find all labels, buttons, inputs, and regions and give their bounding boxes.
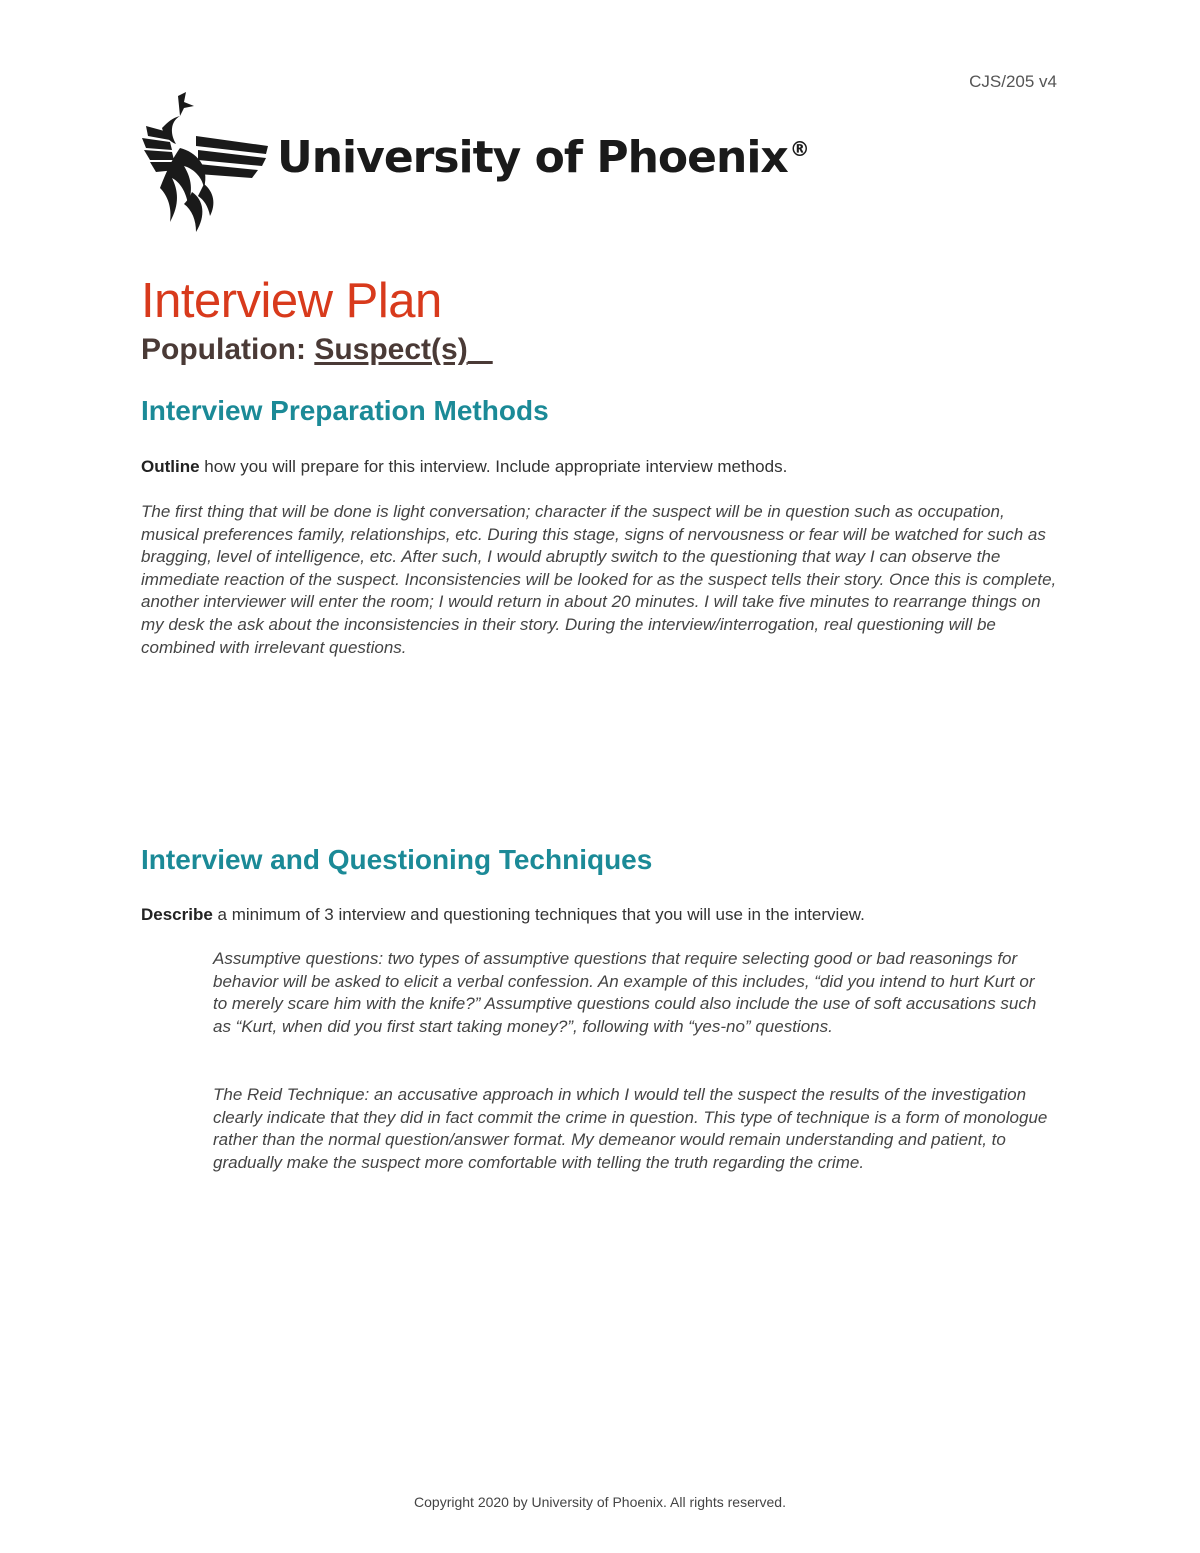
section-heading-techniques: Interview and Questioning Techniques (141, 844, 653, 875)
preparation-response: The first thing that will be done is light conversation; character if the suspect will be in question such as occupation, musical preferences family, relationships, etc. During this stage, signs of nervousness or fear will be watched for such as bragging, level of intelligence, etc. After such, I would abruptly switch to the questioning that way I can observe the immediate reaction of the suspect. Inconsistencies will be looked for as the suspect tells their story. Once this is complete, another interviewer will enter the room; I would return in about 20 minutes. I will take five minutes to rearrange things on my desk the ask about the inconsistencies in their story. During the interview/interrogation, real questioning will be combined with irrelevant questions. (141, 502, 1057, 657)
techniques-instruction (141, 905, 865, 925)
copyright-footer: Copyright 2020 by University of Phoenix. All rights reserved. (414, 1494, 786, 1510)
instruction-keyword: Outline (141, 457, 200, 476)
population-value: Suspect(s) (314, 333, 468, 366)
population-label: Population: (141, 333, 306, 366)
instruction-text: a minimum of 3 interview and questioning techniques that you will use in the interview. (212, 905, 865, 924)
population-line (141, 333, 493, 367)
preparation-instruction (141, 457, 787, 477)
logo-name: University of Phoenix (277, 132, 788, 183)
document-title: Interview Plan (141, 274, 442, 328)
section-heading-preparation: Interview Preparation Methods (141, 395, 549, 426)
technique-reid: The Reid Technique: an accusative approach in which I would tell the suspect the results of the investigation clearly indicate that they did in fact commit the crime in question. This type of technique is a form of monologue rather than the normal question/answer format. My demeanor would remain understanding and patient, to gradually make the suspect more comfortable with telling the truth regarding the crime. (213, 1085, 1048, 1172)
technique-assumptive-questions: Assumptive questions: two types of assumptive questions that require selecting good or bad reasonings for behavior will be asked to elicit a verbal confession. An example of this includes, “did you intend to hurt Kurt or to merely scare him with the knife?” Assumptive questions could also include the use of soft accusations such as “Kurt, when did you first start taking money?”, following with “yes-no” questions. (213, 949, 1037, 1036)
registered-mark: ® (789, 137, 809, 162)
instruction-text: how you will prepare for this interview. Include appropriate interview methods. (199, 457, 788, 476)
instruction-keyword: Describe (141, 905, 213, 924)
phoenix-bird-icon (140, 92, 272, 234)
logo-wordmark (277, 132, 809, 183)
university-logo (140, 92, 809, 234)
course-code: CJS/205 v4 (969, 72, 1057, 91)
